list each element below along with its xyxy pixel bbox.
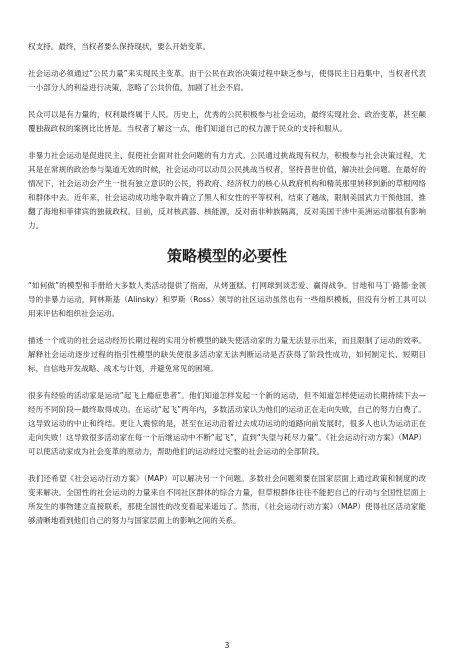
page-number: 3 <box>224 641 230 650</box>
paragraph: “如何做”的模型和手册给大多数人类活动提供了指南，从烤蛋糕、打网球到谈恋爱、赢得战争。甘地和马丁·路德·金领导的非暴力运动，阿林斯基（Alinsky）和罗斯（Ross）领导的社区运动虽然也有一些组织模板，但没有分析工具可以用来评估和组织社会运动。 <box>28 281 426 318</box>
page-content <box>28 40 426 541</box>
paragraph: 非暴力社会运动是促进民主、促使社会面对社会问题的有力方式。公民通过挑战现有权力，积极参与社会决策过程，尤其是在常规的政治参与渠道无效的时候，社会运动可以动员公民挑战当权者，坚持普世价值，解决社会问题。在最好的情况下，社会运动会产生一批有独立意识的公民，将政府、经济权力的核心从政府机构和精英那里转移到新的草根网络和群体中去。近年来，社会运动成功地争取并确立了黑人和女性的平等权利，结束了越战，限制美国武力干预他国，推翻了海地和菲律宾的独裁政权。目前，反对核武器、核能源，反对南非种族隔离，反对美国干涉中美洲运动都很有影响力。 <box>28 151 426 230</box>
paragraph: 我们还希望《社会运动行动方案》（MAP）可以解决另一个问题。多数社会问题须要在国家层面上通过政策和制度的改变来解决。全国性的社会运动的力量来自不同社区群体的综合力量，但草根群体往往不能把自己的行动与全国性层面上所发生的事物建立直接联系，那使全国性的改变看起来遥远了。然而，《社会运动行动方案》（MAP）使得社区活动家能够清晰地看到他们自己的努力与国家层面上的影响之间的关系。 <box>28 474 426 525</box>
paragraph: 很多有经验的活动家是运动“起飞上瘾症患者”。他们知道怎样发起一个新的运动，但不知道怎样使运动长期持续下去—经历不同阶段—最终取得成功。在运动“起飞”两年内，多数活动家认为他们的运动正在走向失败，自己的努力白费了。这导致运动的中止和终结。更让人震惊的是，甚至在运动沿着过去成功运动的道路向前发展时，很多人也认为运动正在走向失败！这导致很多活动家在每一个后继运动中不断“起飞”，直到“失望与耗尽力量”。《社会运动行动方案》（MAP）可以使活动家成为社会变革的原动力，帮助他们的运动经过完整的社会运动的全部阶段。 <box>28 391 426 456</box>
paragraph: 民众可以是有力量的，权利最终属于人民。历史上，优秀的公民积极参与社会运动，最终实现社会、政治变革，甚至颠覆独裁政权的案例比比皆是。当权者了解这一点，他们知道自己的权力源于民众的支持和服从。 <box>28 110 426 133</box>
paragraph: 描述一个成功的社会运动经历长期过程的实用分析模型的缺失使活动家的力量无法显示出来，而且限制了运动的效率。解释社会运动逐步过程的指引性模型的缺失使很多活动家无法判断运动是否获得了阶段性成功，如何制定长、短期目标，自信地开发战略、战术与计划，并避免常见的困境。 <box>28 336 426 373</box>
paragraph: 权支持。最终，当权者要么保持现状，要么开始变革。 <box>28 42 211 51</box>
section-heading: 策略模型的必要性 <box>166 247 287 265</box>
paragraph: 社会运动必须通过“公民力量”来实现民主变革。由于公民在政治决策过程中缺乏参与，使得民主日趋集中，当权者代表一小部分人的利益进行决策，忽略了公共价值，加剧了社会不肩。 <box>28 69 426 92</box>
